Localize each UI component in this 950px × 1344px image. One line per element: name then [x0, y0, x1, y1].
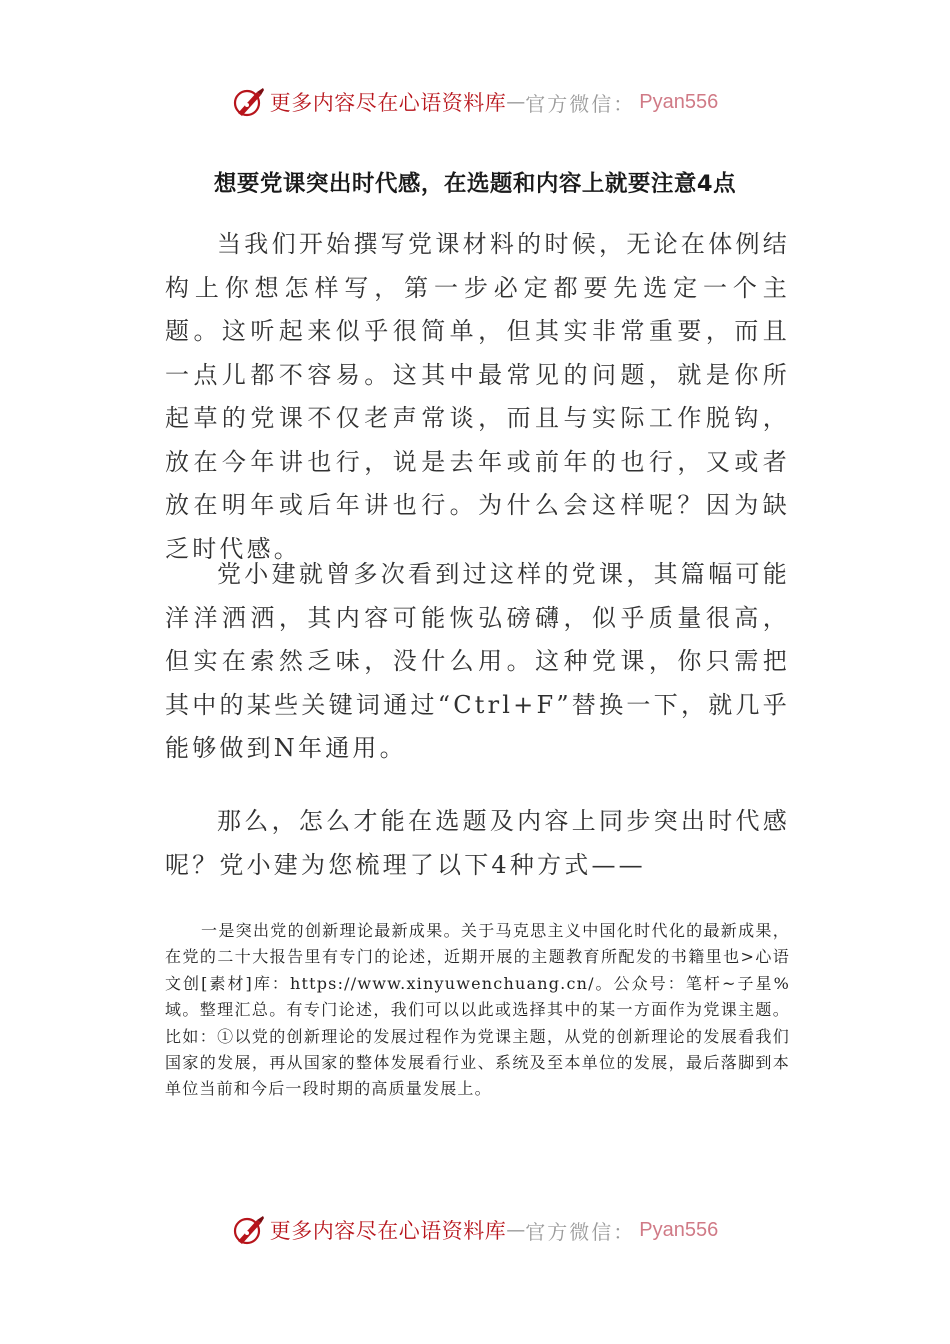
header-banner — [0, 82, 950, 122]
banner-main-text: 更多内容尽在心语资料库 — [269, 91, 507, 115]
pen-nib-circle-icon — [232, 85, 266, 119]
footer-banner — [0, 1210, 950, 1250]
wechat-id: Pyan556 — [639, 1218, 719, 1241]
paragraph-3: 那么，怎么才能在选题及内容上同步突出时代感呢？党小建为您梳理了以下4种方式—— — [165, 807, 790, 879]
banner-main-text: 更多内容尽在心语资料库 — [269, 1219, 507, 1243]
banner-sub-text: 官方微信： — [525, 91, 636, 116]
banner-separator: — — [506, 91, 526, 113]
paragraph-1: 当我们开始撰写党课材料的时候，无论在体例结构上你想怎样写，第一步必定都要先选定一个主题。这听起来似乎很简单，但其实非常重要，而且一点儿都不容易。这其中最常见的问题，就是你所起草的党课不仅老声常谈，而且与实际工作脱钩，放在今年讲也行，说是去年或前年的也行，又或者放在明年或后年讲也行。为什么会这样呢？因为缺乏时代感。 — [165, 230, 790, 563]
paragraph-2: 党小建就曾多次看到过这样的党课，其篇幅可能洋洋洒洒，其内容可能恢弘磅礴，似乎质量很高，但实在索然乏味，没什么用。这种党课，你只需把其中的某些关键词通过“Ctrl+F”替换一下，就几乎能够做到N年通用。 — [165, 560, 790, 762]
banner-separator: — — [506, 1219, 526, 1241]
paragraph-4: 一是突出党的创新理论最新成果。关于马克思主义中国化时代化的最新成果，在党的二十大报告里有专门的论述，近期开展的主题教育所配发的书籍里也>心语文创[素材]库：https://www.xinyuwenchuang.cn/。公众号：笔杆~子星%域。整理汇总。有专门论述，我们可以以此或选择其中的某一方面作为党课主题。比如：①以党的创新理论的发展过程作为党课主题，从党的创新理论的发展看我们国家的发展，再从国家的整体发展看行业、系统及至本单位的发展，最后落脚到本单位当前和今后一段时期的高质量发展上。 — [165, 921, 790, 1099]
pen-nib-circle-icon — [232, 1213, 266, 1247]
wechat-id: Pyan556 — [639, 90, 719, 113]
banner-sub-text: 官方微信： — [525, 1219, 636, 1244]
article-title: 想要党课突出时代感，在选题和内容上就要注意4点 — [213, 171, 737, 197]
